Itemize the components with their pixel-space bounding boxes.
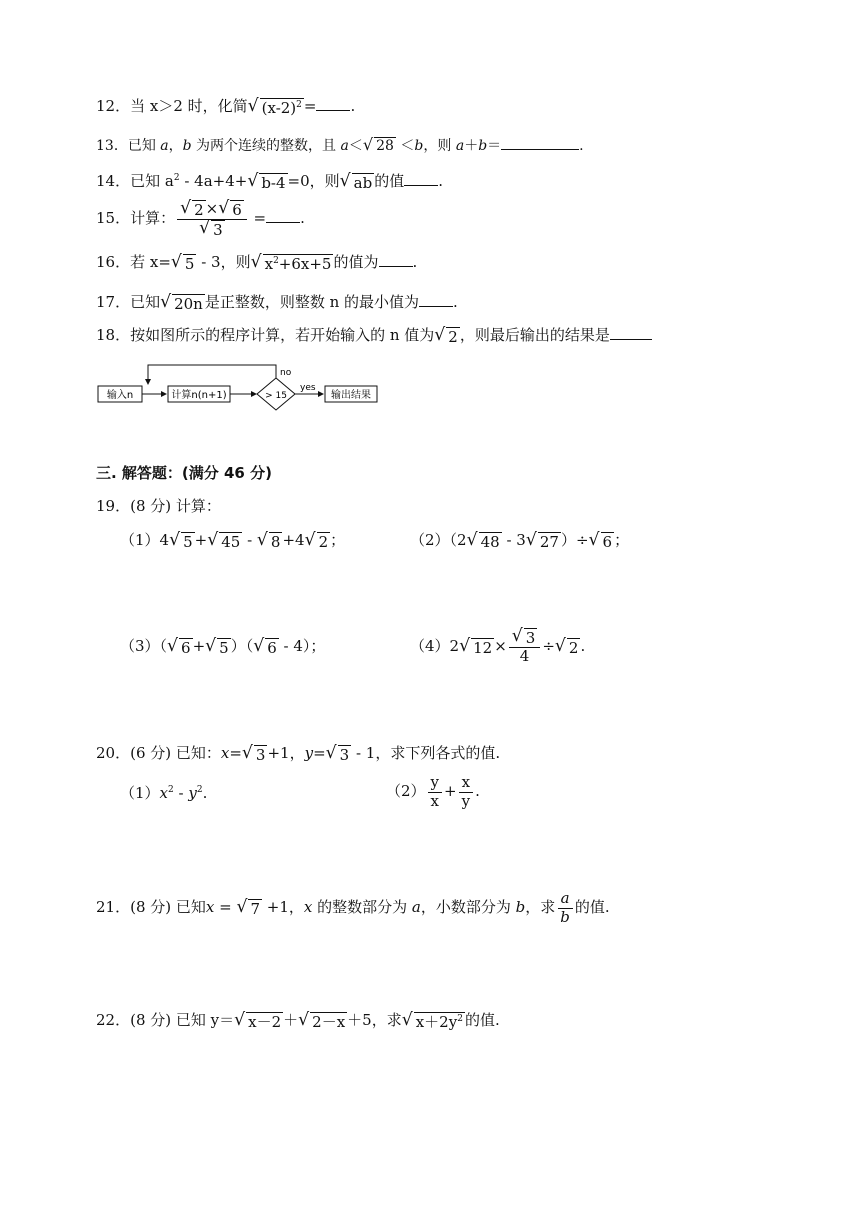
operator: - 3 [501,531,526,549]
q21-text: 的值. [574,898,610,916]
exponent: 2 [168,785,174,795]
radicand: 6 [602,532,613,551]
var-b: b [182,138,192,154]
question-20 [96,743,500,764]
q13-text: ，则 [423,138,456,154]
answer-blank[interactable] [404,171,438,186]
q14-text: 的值 [374,172,405,190]
equals: = [214,898,237,916]
q18-text: ，则最后输出的结果是 [459,326,610,344]
q13-text: ＜ [348,138,363,154]
radicand: x＋2y [415,1012,458,1031]
radicand: ab [353,173,373,192]
radicand: 3 [525,629,536,648]
question-12 [96,96,355,117]
sqrt-expression: √ 6 [167,635,191,657]
end-punct: ； [330,531,346,549]
radicand: 5 [184,254,195,273]
q16-text: 的值为 [333,253,379,271]
q20-text: - 1，求下列各式的值. [351,744,501,762]
sqrt-expression: √ 2 [554,635,579,657]
denominator: b [560,907,570,926]
question-17 [96,292,458,313]
q12-end: . [350,97,356,115]
var-a: a [160,138,169,154]
fraction [459,774,473,810]
operator: + [194,531,208,549]
operator: - 4）； [278,637,326,655]
sqrt-expression: √ $x+2y^2$ [401,1009,463,1031]
q22-text: 22．(8 分) 已知 y＝ [96,1011,235,1029]
part-label: （2） [386,782,426,800]
answer-blank[interactable] [501,135,579,150]
loop-arrow [148,365,276,384]
q14-text: 14．已知 a [96,172,174,190]
operator: + [444,782,457,800]
q20-text: 20．(6 分) 已知： [96,744,221,762]
var-x: x [159,784,169,802]
var-y: y [304,744,314,762]
var-x: x [303,898,313,916]
radicand: x [264,254,274,273]
question-18 [96,325,652,346]
input-label: 输入n [106,390,134,401]
end-punct: ； [614,531,630,549]
q13-text: ＋ [464,138,479,154]
exponent: 2 [273,255,279,266]
radicand: +6x+5 [278,254,332,273]
operator: - [173,784,189,802]
q13-text: 13．已知 [96,138,161,154]
radicand: 8 [270,532,281,551]
equals: = [313,744,326,762]
var-a: a [455,138,465,154]
fraction: √ 2 × √ 6 √ 3 [177,200,247,239]
part-label: （2）（2 [410,531,467,549]
divide-sign: ÷ [542,637,555,655]
var-x: x [220,744,230,762]
q21-text: ，求 [525,898,556,916]
q18-text: 18．按如图所示的程序计算，若开始输入的 n 值为 [96,326,435,344]
q22-text: ＋5，求 [347,1011,402,1029]
var-b: b [515,898,526,916]
q15-text: 15．计算： [96,209,176,227]
question-14 [96,168,443,192]
sqrt-expression: √ b-4 [247,170,286,192]
sqrt-expression: √ 7 [236,896,260,918]
q12-radicand: (x-2) [261,98,297,117]
sqrt-expression: √ 3 [325,742,350,764]
fraction [557,890,573,926]
sqrt-expression: √ x－2 [234,1009,282,1031]
radicand: 45 [221,532,241,551]
q19-part-2 [410,530,629,551]
q19-part-3 [120,636,325,657]
no-label: no [280,368,292,378]
sqrt-expression: √ 45 [207,529,241,551]
q17-end: . [453,293,458,311]
output-label: 输出结果 [331,390,371,401]
q22-text: 的值. [464,1011,500,1029]
q20-text: +1， [267,744,305,762]
sqrt-expression: √ 6 [253,635,277,657]
question-13 [96,135,584,156]
question-21 [96,886,610,928]
fraction: √ 3 4 [509,628,541,665]
radicand: 3 [213,220,223,239]
q21-text: 的整数部分为 [312,898,412,916]
radicand: 48 [480,532,500,551]
question-16 [96,252,417,273]
var-a: a [411,898,421,916]
radicand: 3 [255,745,266,764]
end-punct: . [580,637,586,655]
q15-end: . [300,209,305,227]
part-label: （1） [120,784,160,802]
answer-blank[interactable] [610,325,652,340]
radicand: x－2 [248,1012,282,1031]
q17-text: 17．已知 [96,293,161,311]
sqrt-expression: √ 28 [362,135,394,155]
var-b: b [414,138,424,154]
q21-text: +1， [262,898,304,916]
q21-text: ，小数部分为 [420,898,516,916]
numerator: a [558,890,573,908]
q14-text: =0，则 [287,172,340,190]
fraction [428,774,442,810]
operator: +4 [282,531,305,549]
exponent: 2 [457,1013,463,1024]
exponent: 2 [196,785,203,795]
radicand: 6 [232,200,242,219]
times-sign: × [494,637,507,655]
q16-text: 16．若 x= [96,253,171,271]
coefficient: 4 [159,531,170,549]
radicand: 12 [473,638,493,657]
radicand: 2 [568,638,579,657]
sqrt-expression: √ 5 [205,635,229,657]
answer-blank[interactable] [316,96,350,111]
program-flowchart [96,362,396,416]
equals: = [229,744,242,762]
question-22 [96,1010,500,1031]
numerator: y [428,774,442,792]
operator: ）（ [230,637,254,655]
sqrt-expression: √ 8 [256,529,281,551]
q13-text: ， [168,138,183,154]
end-punct: . [475,782,480,800]
denominator: x [430,791,440,810]
q20-part-1 [120,780,207,803]
q20-part-2 [386,770,480,812]
yes-label: yes [300,383,316,393]
sqrt-expression: √ 12 [459,635,493,657]
q21-text: 21．(8 分) 已知 [96,898,206,916]
compute-label: 计算n(n+1) [171,390,227,401]
q14-text: - 4a+4+ [179,172,248,190]
var-y: y [188,784,197,802]
denominator: 4 [519,647,530,666]
q15-text: = [248,209,267,227]
radicand: 3 [339,745,350,764]
q16-text: - 3，则 [196,253,251,271]
end-punct: . [202,784,208,802]
q12-text: 12．当 x＞2 时，化简 [96,97,248,115]
q12-equals: = [303,97,317,115]
var-b: b [478,138,488,154]
operator: ）÷ [560,531,589,549]
exponent: 2 [173,173,180,183]
q17-text: 是正整数，则整数 n 的最小值为 [204,293,420,311]
denominator: y [461,791,471,810]
var-x: x [205,898,215,916]
radicand: 2 [318,532,329,551]
sqrt-expression: √ 2－x [298,1009,346,1031]
flowchart-svg [96,362,396,412]
q14-end: . [438,172,444,190]
radicand: 6 [181,638,191,657]
answer-blank[interactable] [379,252,413,267]
radicand: 5 [183,532,193,551]
sqrt-expression: √ 2 [434,324,458,346]
q13-end: . [579,138,584,154]
sqrt-expression: √ 2 [304,529,329,551]
sqrt-expression: √ 27 [525,529,559,551]
q22-text: ＋ [283,1011,299,1029]
radicand: 2 [448,327,458,346]
question-19-title: 19．(8 分) 计算： [96,497,221,515]
part-label: （3）（ [120,637,168,655]
sqrt-expression: √ 5 [170,251,195,273]
q19-part-1 [120,530,345,551]
q12-exponent: 2 [296,99,302,110]
q19-part-4 [410,622,585,670]
sqrt-expression: √ 20n [160,291,203,313]
radicand: 27 [539,532,559,551]
radicand: 20n [174,294,203,313]
numerator: x [459,774,473,792]
times-sign: × [205,199,219,217]
q13-text: 为两个连续的整数，且 [191,138,341,154]
operator: - [242,531,257,549]
section-heading: 三. 解答题：(满分 46 分) [96,464,272,482]
radicand: 7 [250,899,260,918]
radicand: 6 [267,638,277,657]
sqrt-expression: √ 3 [241,742,266,764]
operator: + [192,637,206,655]
radicand: 2 [194,200,204,219]
sqrt-expression: √ 48 [466,529,500,551]
q16-end: . [412,253,418,271]
sqrt-expression: √ $x^2+6x+5$ [250,251,332,273]
radicand: 28 [376,138,394,155]
sqrt-expression: √ $(x-2)^2$ [247,95,302,117]
answer-blank[interactable] [266,208,300,223]
q13-text: ＜ [395,138,415,154]
part-label: （4）2 [410,637,460,655]
q13-text: ＝ [487,138,502,154]
radicand: 2－x [312,1012,346,1031]
answer-blank[interactable] [419,292,453,307]
sqrt-expression: √ ab [339,170,373,192]
sqrt-expression: √ 5 [169,529,193,551]
condition-label: > 15 [265,391,287,401]
part-label: （1） [120,531,160,549]
question-15 [96,198,305,239]
sqrt-expression: √ 6 [588,529,613,551]
radicand: 5 [219,638,229,657]
radicand: b-4 [261,173,286,192]
var-a: a [340,138,349,154]
